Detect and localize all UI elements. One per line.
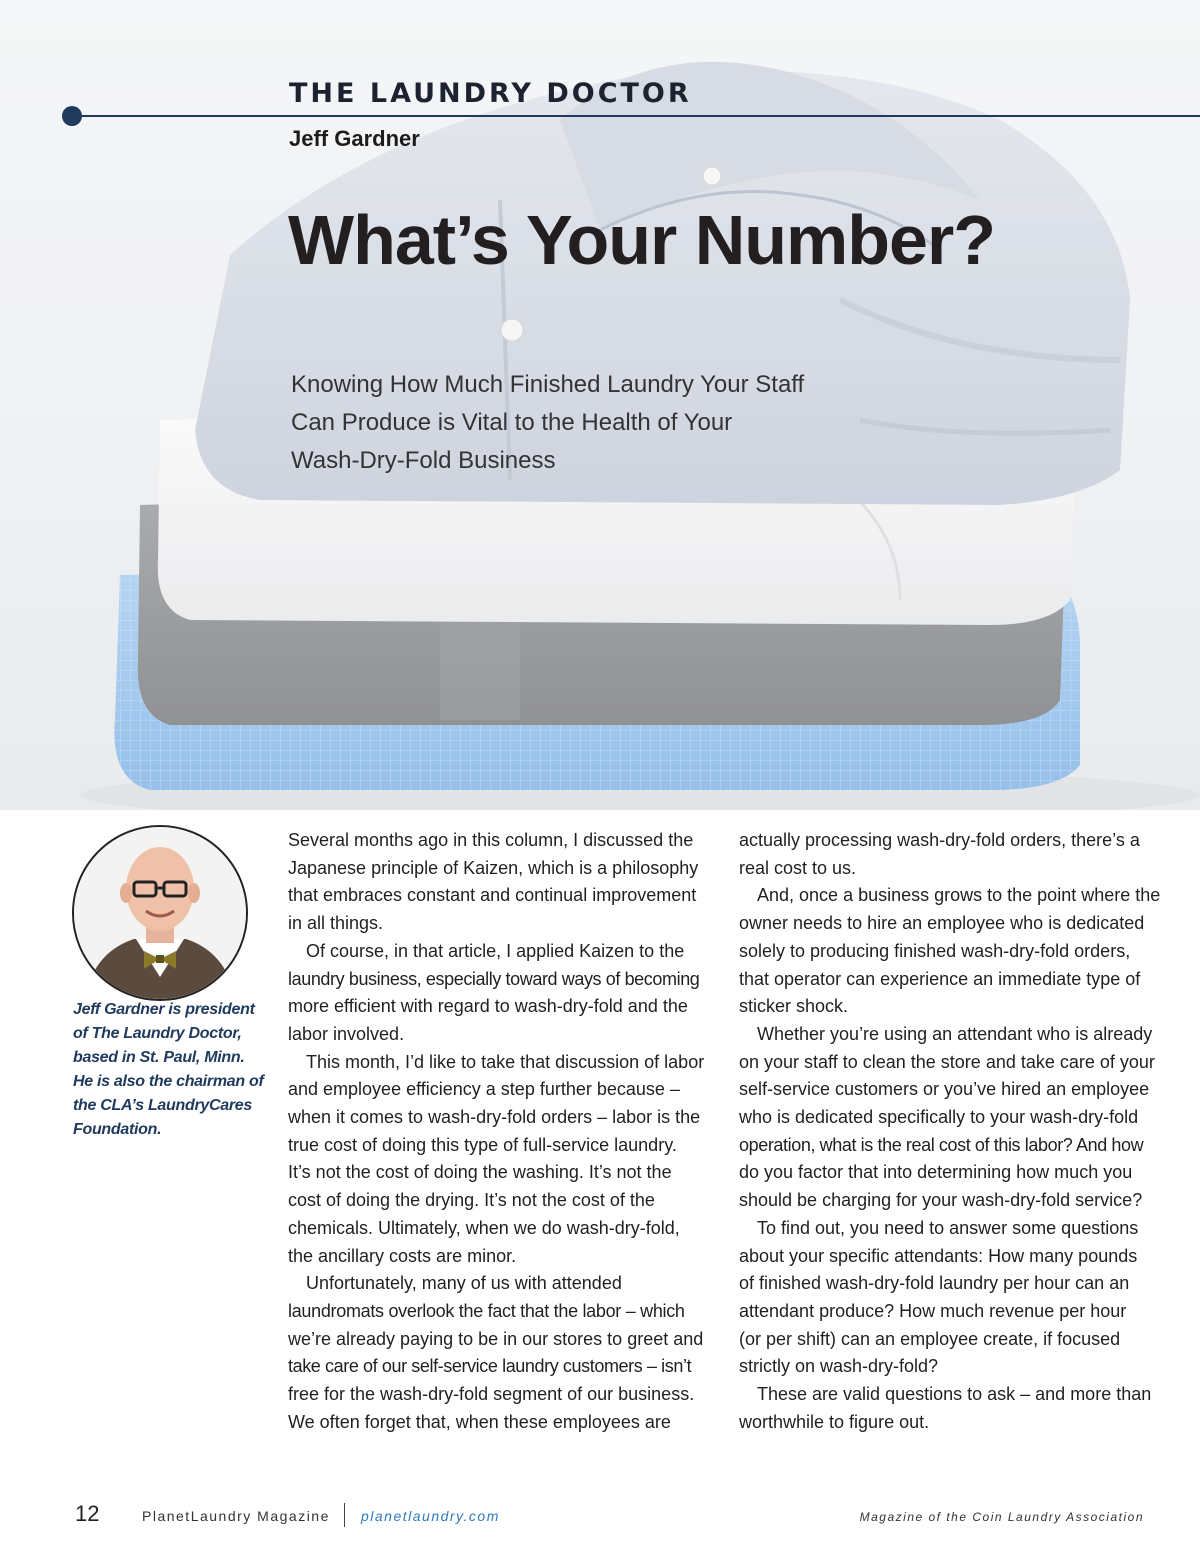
author-bio (73, 998, 263, 1142)
body-line: real cost to us. (739, 857, 857, 878)
page-number: 12 (75, 1501, 100, 1526)
author-portrait-illustration (74, 827, 246, 999)
body-line: Japanese principle of Kaizen, which is a philosophy (288, 857, 699, 878)
bio-line: of The Laundry Doctor, (73, 1025, 242, 1042)
author-portrait (72, 825, 248, 1001)
body-column-1 (288, 827, 703, 1436)
body-line: This month, I’d like to take that discussion of labor (306, 1051, 705, 1072)
body-line: should be charging for your wash-dry-fold service? (739, 1190, 1143, 1211)
body-line: laundromats overlook the fact that the labor – which (288, 1300, 685, 1321)
body-line: about your specific attendants: How many pounds (739, 1245, 1138, 1266)
body-line: operation, what is the real cost of this labor? And how (739, 1134, 1144, 1155)
deck-line: Wash-Dry-Fold Business (291, 447, 556, 474)
bio-line: Foundation. (73, 1121, 162, 1138)
body-line: It’s not the cost of doing the washing. It’s not the (288, 1162, 672, 1183)
body-line: And, once a business grows to the point where the (757, 885, 1161, 906)
body-line: (or per shift) can an employee create, if focused (739, 1328, 1121, 1349)
footer-association: Magazine of the Coin Laundry Association (859, 1510, 1144, 1524)
column-title: THE LAUNDRY DOCTOR (289, 78, 692, 109)
deck-line: Knowing How Much Finished Laundry Your Staff (291, 371, 805, 398)
body-line: in all things. (288, 913, 384, 934)
body-line: on your staff to clean the store and take care of your (739, 1051, 1155, 1072)
body-line: Whether you’re using an attendant who is already (757, 1023, 1153, 1044)
bio-line: He is also the chairman of (73, 1073, 264, 1090)
body-line: we’re already paying to be in our stores to greet and (288, 1328, 704, 1349)
body-line: chemicals. Ultimately, when we do wash-dry-fold, (288, 1217, 680, 1238)
body-line: labor involved. (288, 1023, 405, 1044)
body-line: the ancillary costs are minor. (288, 1245, 517, 1266)
body-line: We often forget that, when these employees are (288, 1411, 671, 1432)
body-line: that operator can experience an immediate type of (739, 968, 1141, 989)
body-line: strictly on wash-dry-fold? (739, 1356, 939, 1377)
body-line: Several months ago in this column, I discussed the (288, 830, 694, 850)
body-line: Unfortunately, many of us with attended (306, 1273, 622, 1294)
body-line: owner needs to hire an employee who is dedicated (739, 913, 1145, 934)
body-column-2 (739, 827, 1161, 1436)
bio-line: based in St. Paul, Minn. (73, 1049, 245, 1066)
body-line: and employee efficiency a step further because – (288, 1079, 680, 1100)
body-line: To find out, you need to answer some questions (757, 1217, 1139, 1238)
body-line: when it comes to wash-dry-fold orders – labor is the (288, 1107, 701, 1128)
footer-website-link[interactable]: planetlaundry.com (361, 1508, 500, 1524)
author-byline: Jeff Gardner (289, 126, 420, 151)
body-line: These are valid questions to ask – and more than (757, 1384, 1152, 1405)
section-rule (72, 115, 1200, 117)
body-line: take care of our self-service laundry customers – isn’t (288, 1356, 692, 1377)
article-deck (291, 366, 891, 480)
body-line: worthwhile to figure out. (739, 1411, 930, 1432)
body-line: that embraces constant and continual improvement (288, 885, 697, 906)
body-line: true cost of doing this type of full-service laundry. (288, 1134, 677, 1155)
body-line: cost of doing the drying. It’s not the cost of the (288, 1190, 655, 1211)
body-line: solely to producing finished wash-dry-fold orders, (739, 940, 1131, 961)
body-line: actually processing wash-dry-fold orders, there’s a (739, 830, 1140, 850)
body-line: Of course, in that article, I applied Kaizen to the (306, 940, 685, 961)
footer-magazine-name: PlanetLaundry Magazine (142, 1508, 330, 1524)
body-line: sticker shock. (739, 996, 849, 1017)
body-line: attendant produce? How much revenue per hour (739, 1300, 1127, 1321)
deck-line: Can Produce is Vital to the Health of Your (291, 409, 733, 436)
footer-divider (344, 1503, 345, 1527)
body-line: laundry business, especially toward ways of becoming (288, 968, 700, 989)
body-line: who is dedicated specifically to your wash-dry-fold (739, 1107, 1139, 1128)
body-line: do you factor that into determining how much you (739, 1162, 1133, 1183)
bio-line: Jeff Gardner is president (73, 1001, 255, 1018)
body-line: free for the wash-dry-fold segment of our business. (288, 1384, 695, 1405)
body-line: more efficient with regard to wash-dry-fold and the (288, 996, 688, 1017)
body-line: self-service customers or you’ve hired an employee (739, 1079, 1150, 1100)
article-headline: What’s Your Number? (288, 201, 995, 279)
bio-line: the CLA’s LaundryCares (73, 1097, 252, 1114)
body-line: of finished wash-dry-fold laundry per hour can an (739, 1273, 1130, 1294)
